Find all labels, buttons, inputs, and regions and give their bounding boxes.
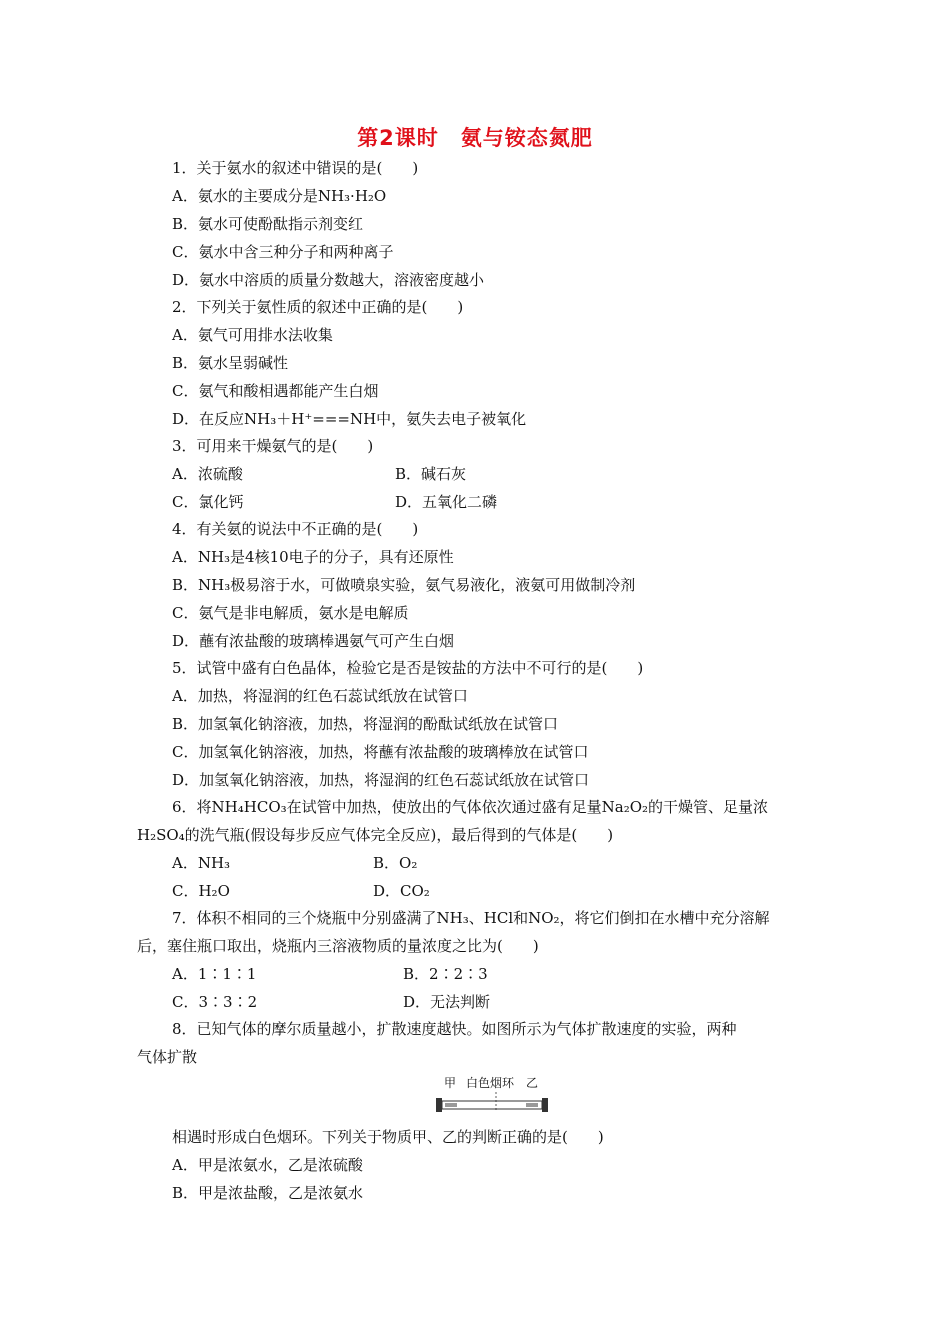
question-3-option-b: B．碱石灰 <box>395 465 467 483</box>
question-6-option-c: C．H₂O <box>172 882 230 900</box>
question-3-option-d: D．五氧化二磷 <box>395 493 498 511</box>
question-7-option-b: B．2∶2∶3 <box>403 965 488 983</box>
question-7-option-c: C．3∶3∶2 <box>172 993 258 1011</box>
question-7-stem-line-1: 7．体积不相同的三个烧瓶中分别盛满了NH₃、HCl和NO₂，将它们倒扣在水槽中充分溶解 <box>172 909 770 927</box>
question-8-stem-line-2: 气体扩散 <box>137 1048 198 1066</box>
diagram-label-smoke-ring: 白色烟环 <box>466 1076 515 1090</box>
question-1-option-c: C．氨水中含三种分子和两种离子 <box>172 243 394 261</box>
question-5-option-d: D．加氢氧化钠溶液，加热，将湿润的红色石蕊试纸放在试管口 <box>172 771 590 789</box>
question-7-option-d: D．无法判断 <box>403 993 491 1011</box>
glass-tube-icon <box>432 1074 552 1116</box>
question-2-option-d: D．在反应NH₃＋H⁺===NH中，氨失去电子被氧化 <box>172 410 527 428</box>
question-5-option-a: A．加热，将湿润的红色石蕊试纸放在试管口 <box>172 687 468 705</box>
question-3-stem: 3．可用来干燥氨气的是( ) <box>172 437 374 455</box>
diffusion-tube-diagram <box>432 1074 552 1116</box>
question-6-stem-line-1: 6．将NH₄HCO₃在试管中加热，使放出的气体依次通过盛有足量Na₂O₂的干燥管、足量浓 <box>172 798 769 816</box>
question-5-option-c: C．加氢氧化钠溶液，加热，将蘸有浓盐酸的玻璃棒放在试管口 <box>172 743 589 761</box>
question-6-option-a: A．NH₃ <box>172 854 231 872</box>
diagram-label-yi: 乙 <box>526 1076 539 1090</box>
question-3-option-a: A．浓硫酸 <box>172 465 243 483</box>
question-4-option-a: A．NH₃是4核10电子的分子，具有还原性 <box>172 548 454 566</box>
question-7-stem-line-2: 后，塞住瓶口取出，烧瓶内三溶液物质的量浓度之比为( ) <box>137 937 539 955</box>
page-title: 第2课时 氨与铵态氮肥 <box>357 126 593 150</box>
question-5-option-b: B．加氢氧化钠溶液，加热，将湿润的酚酞试纸放在试管口 <box>172 715 559 733</box>
question-2-stem: 2．下列关于氨性质的叙述中正确的是( ) <box>172 298 464 316</box>
question-4-stem: 4．有关氨的说法中不正确的是( ) <box>172 520 419 538</box>
question-6-option-d: D．CO₂ <box>373 882 430 900</box>
question-5-stem: 5．试管中盛有白色晶体，检验它是否是铵盐的方法中不可行的是( ) <box>172 659 644 677</box>
question-1-option-b: B．氨水可使酚酞指示剂变红 <box>172 215 364 233</box>
question-6-stem-line-2: H₂SO₄的洗气瓶(假设每步反应气体完全反应)，最后得到的气体是( ) <box>137 826 614 844</box>
question-6-option-b: B．O₂ <box>373 854 418 872</box>
question-4-option-b: B．NH₃极易溶于水，可做喷泉实验，氨气易液化，液氨可用做制冷剂 <box>172 576 636 594</box>
question-1-option-a: A．氨水的主要成分是NH₃·H₂O <box>172 187 387 205</box>
question-2-option-c: C．氨气和酸相遇都能产生白烟 <box>172 382 379 400</box>
question-2-option-a: A．氨气可用排水法收集 <box>172 326 333 344</box>
diagram-label-jia: 甲 <box>444 1076 457 1090</box>
question-2-option-b: B．氨水呈弱碱性 <box>172 354 289 372</box>
question-4-option-c: C．氨气是非电解质，氨水是电解质 <box>172 604 409 622</box>
question-3-option-c: C．氯化钙 <box>172 493 244 511</box>
question-1-stem: 1．关于氨水的叙述中错误的是( ) <box>172 159 419 177</box>
question-8-stem-line-1: 8．已知气体的摩尔质量越小，扩散速度越快。如图所示为气体扩散速度的实验，两种 <box>172 1020 737 1038</box>
question-8-stem-line-3: 相遇时形成白色烟环。下列关于物质甲、乙的判断正确的是( ) <box>172 1128 604 1146</box>
question-8-option-a: A．甲是浓氨水，乙是浓硫酸 <box>172 1156 363 1174</box>
question-4-option-d: D．蘸有浓盐酸的玻璃棒遇氨气可产生白烟 <box>172 632 455 650</box>
question-1-option-d: D．氨水中溶质的质量分数越大，溶液密度越小 <box>172 271 485 289</box>
question-7-option-a: A．1∶1∶1 <box>172 965 257 983</box>
question-8-option-b: B．甲是浓盐酸，乙是浓氨水 <box>172 1184 364 1202</box>
